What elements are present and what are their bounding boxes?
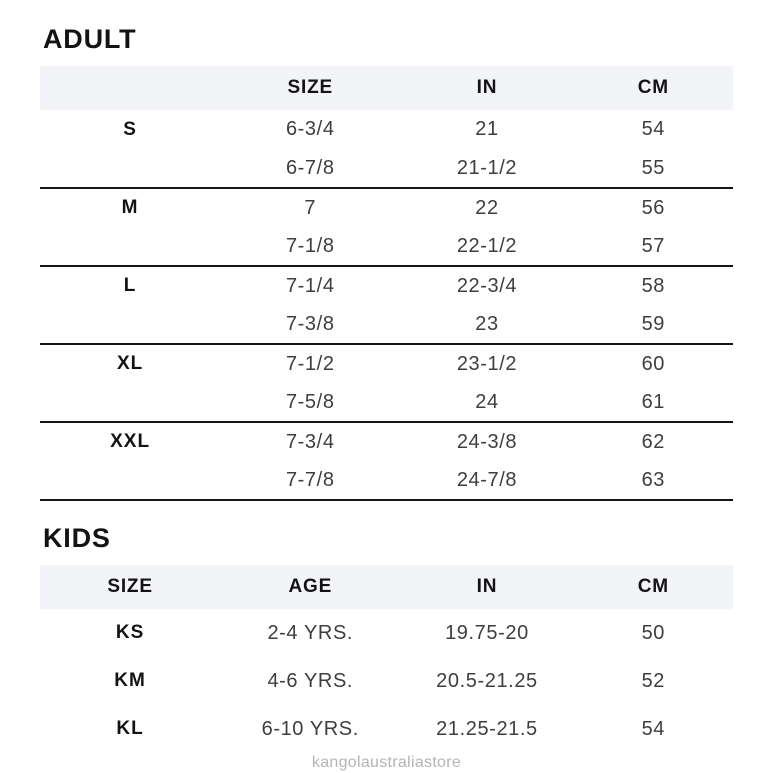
kids-size-label: KS — [115, 622, 145, 643]
inches-cell: 22 — [475, 196, 499, 219]
kids-section-title: KIDS — [43, 523, 111, 553]
size-group-label: L — [123, 275, 137, 296]
centimeters-cell: 52 — [641, 669, 666, 692]
adult-column-header-cm: CM — [574, 66, 733, 110]
hat-size-cell: 7-5/8 — [220, 383, 400, 422]
centimeters-cell: 60 — [641, 352, 666, 375]
inches-cell: 23-1/2 — [456, 352, 518, 375]
centimeters-cell: 54 — [641, 717, 666, 740]
size-group-label: XL — [116, 353, 144, 374]
inches-cell: 22-1/2 — [400, 227, 573, 266]
kids-column-header-size: SIZE — [40, 565, 220, 609]
centimeters-cell: 63 — [574, 461, 733, 500]
centimeters-cell: 56 — [641, 196, 666, 219]
adult-size-row — [40, 422, 733, 461]
inches-cell: 20.5-21.25 — [436, 669, 538, 692]
adult-size-row — [40, 305, 733, 344]
size-group-label: S — [123, 118, 137, 140]
adult-section-title: ADULT — [43, 24, 137, 54]
adult-table-body — [40, 110, 733, 500]
size-group-label — [40, 461, 220, 500]
size-group-label — [40, 149, 220, 188]
adult-column-header-size: SIZE — [220, 66, 400, 110]
kids-size-label: KM — [114, 670, 146, 691]
adult-size-row — [40, 188, 733, 227]
size-group-label: M — [121, 197, 139, 218]
inches-cell: 24-3/8 — [456, 430, 518, 453]
centimeters-cell: 59 — [574, 305, 733, 344]
centimeters-cell: 61 — [574, 383, 733, 422]
kids-size-table — [40, 565, 733, 753]
centimeters-cell: 55 — [574, 149, 733, 188]
age-cell: 4-6 YRS. — [267, 669, 354, 692]
inches-cell: 21-1/2 — [400, 149, 573, 188]
kids-size-row — [40, 609, 733, 657]
centimeters-cell: 54 — [641, 118, 666, 140]
adult-size-row — [40, 149, 733, 188]
inches-cell: 24-7/8 — [400, 461, 573, 500]
hat-size-cell: 7 — [304, 196, 317, 219]
inches-cell: 24 — [400, 383, 573, 422]
size-group-label: XXL — [110, 431, 151, 452]
adult-column-header-blank — [40, 66, 220, 110]
adult-column-header-in: IN — [400, 66, 573, 110]
size-group-label — [40, 305, 220, 344]
size-group-label — [40, 227, 220, 266]
adult-size-row — [40, 344, 733, 383]
inches-cell: 22-3/4 — [456, 274, 518, 297]
adult-size-row — [40, 383, 733, 422]
centimeters-cell: 62 — [641, 430, 666, 453]
size-group-label — [40, 383, 220, 422]
kids-size-row — [40, 657, 733, 705]
adult-size-table — [40, 66, 733, 501]
kids-column-header-cm: CM — [574, 565, 733, 609]
centimeters-cell: 57 — [574, 227, 733, 266]
hat-size-cell: 7-3/8 — [220, 305, 400, 344]
hat-size-cell: 7-1/2 — [285, 352, 335, 375]
centimeters-cell: 58 — [641, 274, 666, 297]
inches-cell: 19.75-20 — [445, 621, 529, 644]
kids-column-header-age: AGE — [220, 565, 400, 609]
inches-cell: 21 — [475, 118, 499, 140]
kids-size-row — [40, 705, 733, 753]
adult-size-row — [40, 227, 733, 266]
inches-cell: 23 — [400, 305, 573, 344]
adult-size-row — [40, 110, 733, 149]
kids-size-label: KL — [116, 718, 144, 739]
hat-size-cell: 7-7/8 — [220, 461, 400, 500]
kids-table-header — [40, 565, 733, 609]
kids-header-row — [40, 565, 733, 609]
adult-table-header — [40, 66, 733, 110]
hat-size-cell: 6-7/8 — [220, 149, 400, 188]
adult-header-row — [40, 66, 733, 110]
inches-cell: 21.25-21.5 — [436, 717, 538, 740]
hat-size-cell: 7-3/4 — [285, 430, 335, 453]
adult-size-row — [40, 461, 733, 500]
store-watermark: kangolaustraliastore — [311, 754, 462, 771]
hat-size-cell: 7-1/8 — [220, 227, 400, 266]
kids-column-header-in: IN — [400, 565, 573, 609]
adult-size-row — [40, 266, 733, 305]
age-cell: 2-4 YRS. — [267, 621, 354, 644]
kids-table-body — [40, 609, 733, 753]
centimeters-cell: 50 — [641, 621, 666, 644]
hat-size-cell: 7-1/4 — [285, 274, 335, 297]
hat-size-cell: 6-3/4 — [285, 118, 335, 140]
age-cell: 6-10 YRS. — [261, 717, 359, 740]
